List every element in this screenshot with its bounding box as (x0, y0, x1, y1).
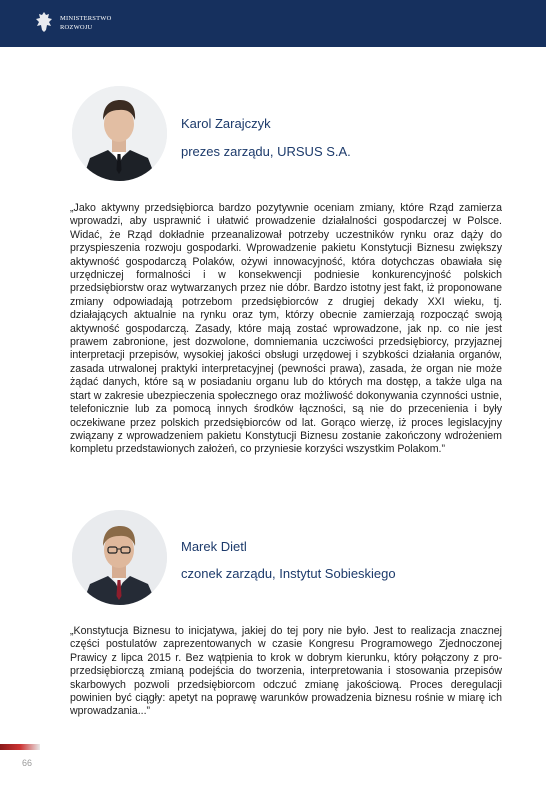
portrait-photo (72, 86, 167, 181)
ministry-header (0, 0, 546, 47)
person-name: Marek Dietl (181, 539, 247, 554)
footer-accent-bar (0, 744, 40, 750)
person-name: Karol Zarajczyk (181, 116, 271, 131)
avatar (72, 86, 167, 181)
avatar (72, 510, 167, 605)
ministry-line-2: ROZWOJU (60, 24, 93, 31)
portrait-photo (72, 510, 167, 605)
person-role: czonek zarządu, Instytut Sobieskiego (181, 566, 396, 581)
ministry-name (60, 14, 112, 32)
person-quote: „Konstytucja Biznesu to inicjatywa, jakiej do tej pory nie było. Jest to realizacja znacznej części postulatów zaprezentowanych w czasie Kongresu Programowego Zjednoczonej Prawicy z lipca 2015 r. Bez wątpienia to krok w dobrym kierunku, który połączony z pro-przedsiębiorczą zmianą podejścia do tworzenia, interpretowania i stosowania przepisów skarbowych pozwoli przedsiębiorcom odczuć zmianę jakościową. Proces deregulacji powinien być ciągły: apetyt na poprawę warunków prowadzenia biznesu rośnie w miarę ich wprowadzania...” (70, 625, 502, 718)
eagle-emblem-icon (34, 10, 54, 34)
person-role: prezes zarządu, URSUS S.A. (181, 144, 351, 159)
page-number: 66 (22, 758, 33, 768)
ministry-line-1: MINISTERSTWO (60, 15, 112, 22)
person-quote: „Jako aktywny przedsiębiorca bardzo pozytywnie oceniam zmiany, które Rząd zamierza wprowadzi, aby usprawnić i ułatwić prowadzenie działalności gospodarczej w Polsce. Widać, że Rząd dokładnie przeanalizował potrzeby uczestników rynku oraz dąży do przyspieszenia rozwoju gospodarki. Wprowadzenie pakietu Konstytucji Biznesu zwiększy aktywność gospodarczą Polaków, ożywi innowacyjność, która dotychczas obawiała się urzędniczej formalności i w konsekwencji podniesie konkurencyjność polskich przedsiębiorstw oraz wytwarzanych przez nie dóbr. Bardzo istotny jest fakt, iż proponowane zmiany odpowiadają potrzebom przedsiębiorców z drugiej dekady XXI wieku, tj. działających aktualnie na rynku oraz tym, którzy obecnie zamierzają rozpocząć swoją aktywność gospodarczą. Zasady, które mają zostać wprowadzone, jak np. co nie jest prawem zabronione, jest dozwolone, domniemania uczciwości przedsiębiorcy, przyjaznej interpretacji przepisów, wysokiej jakości obsługi urzędowej i szybkości działania organów, zasada utrwalonej praktyki interpretacyjnej (pewności prawa), zasada, że organ nie może żądać danych, które są w posiadaniu organu lub do których ma dostęp, a także ulga na start w zakresie ubezpieczenia społecznego oraz możliwość dokonywania czynności ustnie, telefonicznie lub za pomocą innych środków łączności, są nie do przecenienia i były oczekiwane przez polskich przedsiębiorców od lat. Gorąco wierzę, iż proces legislacyjny związany z wprowadzeniem pakietu Konstytucji Biznesu zostanie zakończony wdrożeniem kompletu przedstawionych założeń, co przyniesie korzyści wszystkim Polakom.” (70, 202, 502, 456)
